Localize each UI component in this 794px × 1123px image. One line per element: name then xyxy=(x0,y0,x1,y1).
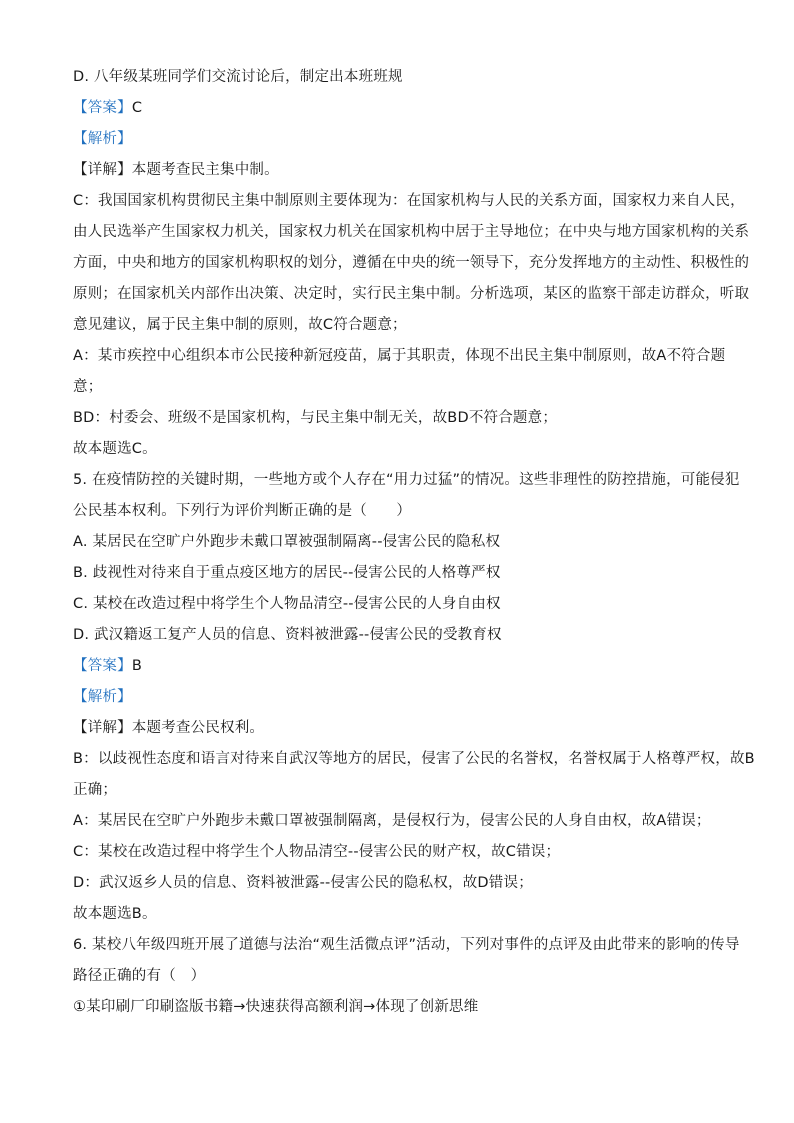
text-line xyxy=(73,62,723,93)
line-text: 方面，中央和地方的国家机构职权的划分，遵循在中央的统一领导下，充分发挥地方的主动性、积极性的 xyxy=(73,255,750,271)
line-text: D. 武汉籍返工复产人员的信息、资料被泄露--侵害公民的受教育权 xyxy=(73,627,502,643)
text-line xyxy=(73,310,723,341)
line-text: B xyxy=(131,658,142,674)
line-text: D. 八年级某班同学们交流讨论后，制定出本班班规 xyxy=(73,69,403,85)
answer-label-line xyxy=(73,682,723,713)
text-line xyxy=(73,186,745,217)
text-line xyxy=(73,961,723,992)
line-text: B：以歧视性态度和语言对待来自武汉等地方的居民，侵害了公民的名誉权，名誉权属于人格尊严权，故B xyxy=(73,751,755,767)
line-text: C xyxy=(131,100,143,116)
text-line xyxy=(73,217,750,248)
text-line xyxy=(73,248,750,279)
line-text: ①某印刷厂印刷盗版书籍→快速获得高额利润→体现了创新思维 xyxy=(73,999,479,1015)
line-text: C. 某校在改造过程中将学生个人物品清空--侵害公民的人身自由权 xyxy=(73,596,501,612)
document-page xyxy=(73,62,755,1023)
line-text: B. 歧视性对待来自于重点疫区地方的居民--侵害公民的人格尊严权 xyxy=(73,565,501,581)
section-tag: 【答案】 xyxy=(73,100,132,116)
line-text: 路径正确的有（ ） xyxy=(73,968,206,984)
text-line xyxy=(73,403,723,434)
text-line xyxy=(73,372,723,403)
text-line xyxy=(73,992,723,1023)
section-tag: 【解析】 xyxy=(73,131,132,147)
text-line xyxy=(73,713,723,744)
line-text: C：某校在改造过程中将学生个人物品清空--侵害公民的财产权，故C错误； xyxy=(73,844,561,860)
line-text: 公民基本权利。下列行为评价判断正确的是（ ） xyxy=(73,503,412,519)
line-text: A：某居民在空旷户外跑步未戴口罩被强制隔离，是侵权行为，侵害公民的人身自由权，故A错误； xyxy=(73,813,711,829)
line-text: 正确； xyxy=(73,782,118,798)
line-text: C：我国国家机构贯彻民主集中制原则主要体现为：在国家机构与人民的关系方面，国家权力来自人民， xyxy=(73,193,745,209)
text-line xyxy=(73,465,740,496)
text-line xyxy=(73,775,723,806)
line-text: 故本题选B。 xyxy=(73,906,157,922)
text-line xyxy=(73,558,723,589)
line-text: 5. 在疫情防控的关键时期，一些地方或个人存在“用力过猛”的情况。这些非理性的防控措施，可能侵犯 xyxy=(73,472,740,488)
answer-label-line xyxy=(73,124,723,155)
text-line xyxy=(73,868,723,899)
line-text: A. 某居民在空旷户外跑步未戴口罩被强制隔离--侵害公民的隐私权 xyxy=(73,534,501,550)
text-line xyxy=(73,589,723,620)
answer-label-line xyxy=(73,651,723,682)
line-text: A：某市疾控中心组织本市公民接种新冠疫苗，属于其职责，体现不出民主集中制原则，故A不符合题 xyxy=(73,348,726,364)
line-text: 意见建议，属于民主集中制的原则，故C符合题意； xyxy=(73,317,407,333)
line-text: 原则；在国家机关内部作出决策、决定时，实行民主集中制。分析选项，某区的监察干部走访群众，听取 xyxy=(73,286,750,302)
text-line xyxy=(73,527,723,558)
line-text: 【详解】本题考查民主集中制。 xyxy=(73,162,279,178)
text-line xyxy=(73,837,723,868)
text-line xyxy=(73,899,723,930)
line-text: D：武汉返乡人员的信息、资料被泄露--侵害公民的隐私权，故D错误； xyxy=(73,875,533,891)
text-line xyxy=(73,744,755,775)
text-line xyxy=(73,279,750,310)
line-text: 【详解】本题考查公民权利。 xyxy=(73,720,265,736)
line-text: 由人民选举产生国家权力机关，国家权力机关在国家机构中居于主导地位；在中央与地方国家机构的关系 xyxy=(73,224,750,240)
line-text: BD：村委会、班级不是国家机构，与民主集中制无关，故BD不符合题意； xyxy=(73,410,558,426)
line-text: 6. 某校八年级四班开展了道德与法治“观生活微点评”活动，下列对事件的点评及由此带来的影响的传导 xyxy=(73,937,740,953)
text-line xyxy=(73,155,723,186)
text-line xyxy=(73,806,723,837)
text-line xyxy=(73,434,723,465)
answer-label-line xyxy=(73,93,723,124)
text-line xyxy=(73,930,740,961)
line-text: 意； xyxy=(73,379,103,395)
section-tag: 【解析】 xyxy=(73,689,132,705)
line-text: 故本题选C。 xyxy=(73,441,157,457)
text-line xyxy=(73,496,723,527)
text-line xyxy=(73,620,723,651)
text-line xyxy=(73,341,726,372)
section-tag: 【答案】 xyxy=(73,658,132,674)
